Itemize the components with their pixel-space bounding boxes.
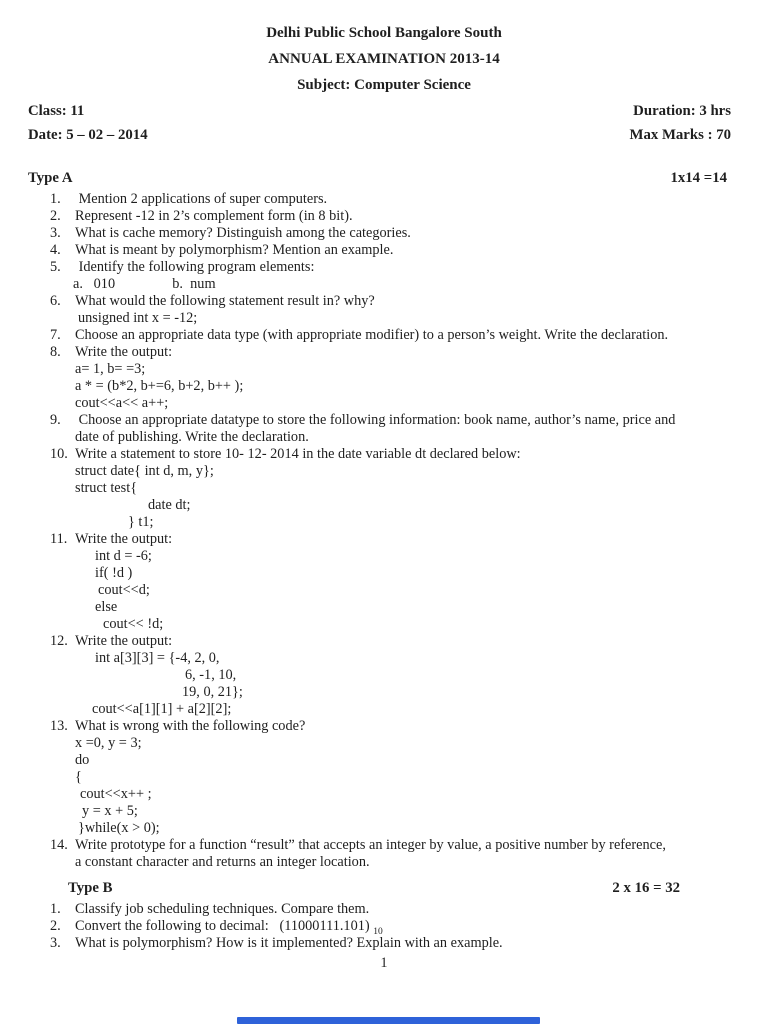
question-subline: [0, 514, 768, 531]
question-text: What is cache memory? Distinguish among the categories.: [75, 225, 411, 241]
question-text: Identify the following program elements:: [75, 259, 315, 275]
scrollbar-thumb[interactable]: [237, 1017, 540, 1024]
question-text: What is polymorphism? How is it implemented? Explain with an example.: [75, 935, 503, 951]
question-number: 12.: [50, 633, 68, 649]
question-subline: [0, 480, 768, 497]
question-subline: [0, 276, 768, 293]
question-line: [0, 412, 768, 429]
question-line: [0, 293, 768, 310]
question-text: else: [95, 599, 118, 615]
question-number: 3.: [50, 225, 61, 241]
question-line: [0, 242, 768, 259]
question-text: cout<< !d;: [103, 616, 164, 632]
question-subline: [0, 395, 768, 412]
question-subline: [0, 378, 768, 395]
question-number: 2.: [50, 208, 61, 224]
question-line: [0, 935, 768, 952]
question-subline: [0, 599, 768, 616]
question-text: What would the following statement result in? why?: [75, 293, 375, 309]
question-number: 4.: [50, 242, 61, 258]
question-sections: [0, 170, 768, 952]
date-marks-row: [0, 126, 768, 144]
question-text: a constant character and returns an integer location.: [75, 854, 370, 870]
question-line: [0, 259, 768, 276]
question-line: [0, 327, 768, 344]
question-subline: [0, 667, 768, 684]
question-text: a= 1, b= =3;: [75, 361, 146, 377]
question-text: int d = -6;: [95, 548, 152, 564]
question-line: [0, 225, 768, 242]
max-marks-label: Max Marks : 70: [629, 127, 731, 143]
question-number: 13.: [50, 718, 68, 734]
question-subline: [0, 786, 768, 803]
question-number: 14.: [50, 837, 68, 853]
question-text: Mention 2 applications of super computers.: [75, 191, 328, 207]
section-title: Type B: [68, 880, 113, 896]
question-text: {: [75, 769, 82, 785]
question-text: Represent -12 in 2’s complement form (in 8 bit).: [75, 208, 353, 224]
question-text: Write the output:: [75, 344, 173, 360]
question-line: [0, 633, 768, 650]
subject-line: Subject: Computer Science: [297, 77, 471, 93]
question-text: int a[3][3] = {-4, 2, 0,: [95, 650, 220, 666]
question-subline: [0, 582, 768, 599]
question-number: 8.: [50, 344, 61, 360]
question-line: [0, 901, 768, 918]
question-text: Write a statement to store 10- 12- 2014 in the date variable dt declared below:: [75, 446, 521, 462]
question-line: [0, 531, 768, 548]
question-text: } t1;: [128, 514, 154, 530]
question-text: date of publishing. Write the declaration.: [75, 429, 309, 445]
section: [0, 170, 768, 871]
question-line: [0, 918, 768, 935]
question-line: [0, 837, 768, 854]
question-subline: [0, 735, 768, 752]
page-number: 1: [380, 955, 388, 971]
question-text: Choose an appropriate data type (with appropriate modifier) to a person’s weight. Write the declaration.: [75, 327, 669, 343]
question-text: What is meant by polymorphism? Mention an example.: [75, 242, 394, 258]
question-text: cout<<a[1][1] + a[2][2];: [92, 701, 232, 717]
question-number: 6.: [50, 293, 61, 309]
question-number: 2.: [50, 918, 61, 934]
duration-label: Duration: 3 hrs: [633, 103, 731, 119]
question-line: [0, 191, 768, 208]
question-subline: [0, 650, 768, 667]
question-text: 19, 0, 21};: [182, 684, 243, 700]
question-number: 9.: [50, 412, 61, 428]
document-header: [0, 0, 768, 144]
question-subline: [0, 548, 768, 565]
class-duration-row: [0, 102, 768, 120]
question-text: Convert the following to decimal: (11000111.101): [75, 918, 374, 934]
question-subline: [0, 684, 768, 701]
question-number: 1.: [50, 191, 61, 207]
question-text: struct test{: [75, 480, 138, 496]
question-subline: [0, 310, 768, 327]
school-name: Delhi Public School Bangalore South: [266, 25, 502, 41]
question-text: cout<<d;: [98, 582, 150, 598]
question-subline: [0, 701, 768, 718]
question-number: 3.: [50, 935, 61, 951]
question-number: 1.: [50, 901, 61, 917]
question-text: unsigned int x = -12;: [78, 310, 198, 326]
question-subline: [0, 752, 768, 769]
question-number: 11.: [50, 531, 68, 547]
section-heading: [0, 170, 768, 187]
question-subline: [0, 820, 768, 837]
exam-title: ANNUAL EXAMINATION 2013-14: [268, 51, 500, 67]
question-text: Write prototype for a function “result” that accepts an integer by value, a positive number by reference,: [75, 837, 666, 853]
question-line: [0, 446, 768, 463]
question-text: date dt;: [148, 497, 191, 513]
section: [0, 880, 768, 952]
class-label: Class: 11: [28, 103, 85, 119]
question-text: Write the output:: [75, 633, 173, 649]
question-subline: [0, 803, 768, 820]
question-text: cout<<x++ ;: [80, 786, 152, 802]
question-number: 7.: [50, 327, 61, 343]
question-text: if( !d ): [95, 565, 133, 581]
question-subline: [0, 463, 768, 480]
question-number: 10.: [50, 446, 68, 462]
subscript-base: 10: [373, 926, 383, 935]
question-subline: [0, 497, 768, 514]
section-marks: 2 x 16 = 32: [612, 880, 680, 896]
question-text: a * = (b*2, b+=6, b+2, b++ );: [75, 378, 244, 394]
question-text: y = x + 5;: [82, 803, 138, 819]
question-text: Write the output:: [75, 531, 173, 547]
question-text: What is wrong with the following code?: [75, 718, 306, 734]
question-text: cout<<a<< a++;: [75, 395, 169, 411]
question-subline: [0, 854, 768, 871]
question-subline: [0, 429, 768, 446]
question-line: [0, 344, 768, 361]
section-title: Type A: [28, 170, 73, 186]
question-text: a. 010 b. num: [73, 276, 216, 292]
question-text: x =0, y = 3;: [75, 735, 142, 751]
question-text: do: [75, 752, 90, 768]
question-subline: [0, 769, 768, 786]
question-text: Choose an appropriate datatype to store the following information: book name, author’s name, price and: [75, 412, 676, 428]
question-text: 6, -1, 10,: [185, 667, 237, 683]
section-marks: 1x14 =14: [670, 170, 727, 186]
question-line: [0, 718, 768, 735]
question-text: Classify job scheduling techniques. Compare them.: [75, 901, 370, 917]
date-label: Date: 5 – 02 – 2014: [28, 127, 148, 143]
question-subline: [0, 565, 768, 582]
question-text: }while(x > 0);: [78, 820, 160, 836]
section-heading: [0, 880, 768, 897]
question-subline: [0, 616, 768, 633]
question-subline: [0, 361, 768, 378]
question-number: 5.: [50, 259, 61, 275]
question-line: [0, 208, 768, 225]
question-text: struct date{ int d, m, y};: [75, 463, 214, 479]
